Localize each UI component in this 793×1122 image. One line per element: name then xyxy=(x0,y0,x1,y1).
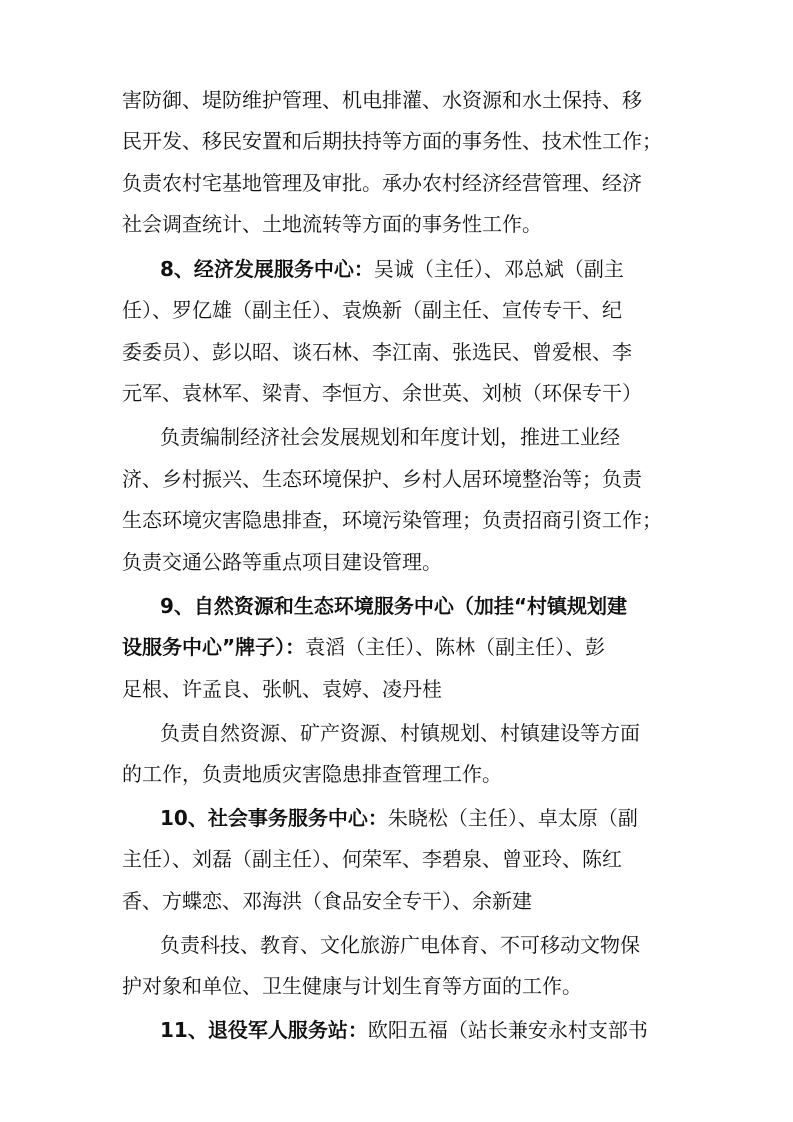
intro-line-2: 民开发、移民安置和后期扶持等方面的事务性、技术性工作； xyxy=(122,129,662,153)
section9-people-line-2: 足根、许孟良、张帆、袁婷、凌丹桂 xyxy=(122,677,442,701)
section8-duty-line-2: 济、乡村振兴、生态环境保护、乡村人居环境整治等；负责 xyxy=(122,467,642,491)
section8-heading: 8、经济发展服务中心： xyxy=(160,257,374,281)
section10-people-line-2: 主任）、刘磊（副主任）、何荣军、李碧泉、曾亚玲、陈红 xyxy=(122,847,622,871)
section8-people-line-3: 委委员）、彭以昭、谈石林、李江南、张选民、曾爱根、李 xyxy=(122,340,632,364)
section8-first-line xyxy=(160,257,793,281)
section8-people-line-2: 任）、罗亿雄（副主任）、袁焕新（副主任、宣传专干、纪 xyxy=(122,298,622,322)
section11-people-line-1: 欧阳五福（站长兼安永村支部书 xyxy=(367,1018,648,1042)
section10-duty-line-1: 负责科技、教育、文化旅游广电体育、不可移动文物保 xyxy=(160,933,640,957)
section8-duty-line-1: 负责编制经济社会发展规划和年度计划，推进工业经 xyxy=(160,425,620,449)
section10-people-line-3: 香、方蝶恋、邓海洪（食品安全专干）、余新建 xyxy=(122,889,532,913)
intro-line-3: 负责农村宅基地管理及审批。承办农村经济经营管理、经济 xyxy=(122,171,642,195)
section9-duty-line-1: 负责自然资源、矿产资源、村镇规划、村镇建设等方面 xyxy=(160,721,640,745)
section9-heading-line-1: 9、自然资源和生态环境服务中心（加挂“村镇规划建 xyxy=(160,594,628,618)
section9-second-line xyxy=(122,635,793,659)
section11-first-line xyxy=(160,1018,793,1042)
section10-people-line-1: 朱晓松（主任）、卓太原（副 xyxy=(387,806,638,830)
section8-duty-line-4: 负责交通公路等重点项目建设管理。 xyxy=(122,550,442,574)
section10-duty-line-2: 护对象和单位、卫生健康与计划生育等方面的工作。 xyxy=(122,974,582,998)
section10-heading: 10、社会事务服务中心： xyxy=(160,806,388,830)
section9-heading-line-2: 设服务中心”牌子）： xyxy=(122,635,306,659)
section8-people-line-1: 吴诚（主任）、邓总斌（副主 xyxy=(373,257,624,281)
section9-duty-line-2: 的工作，负责地质灾害隐患排查管理工作。 xyxy=(122,762,502,786)
section8-duty-line-3: 生态环境灾害隐患排查，环境污染管理；负责招商引资工作； xyxy=(122,508,662,532)
intro-line-4: 社会调查统计、土地流转等方面的事务性工作。 xyxy=(122,212,542,236)
section9-people-line-1: 袁滔（主任）、陈林（副主任）、彭 xyxy=(305,635,606,659)
section11-heading: 11、退役军人服务站： xyxy=(160,1018,368,1042)
section10-first-line xyxy=(160,806,793,830)
intro-line-1: 害防御、堤防维护管理、机电排灌、水资源和水土保持、移 xyxy=(122,88,642,112)
section8-people-line-4: 元军、袁林军、梁青、李恒方、余世英、刘桢（环保专干） xyxy=(122,381,642,405)
